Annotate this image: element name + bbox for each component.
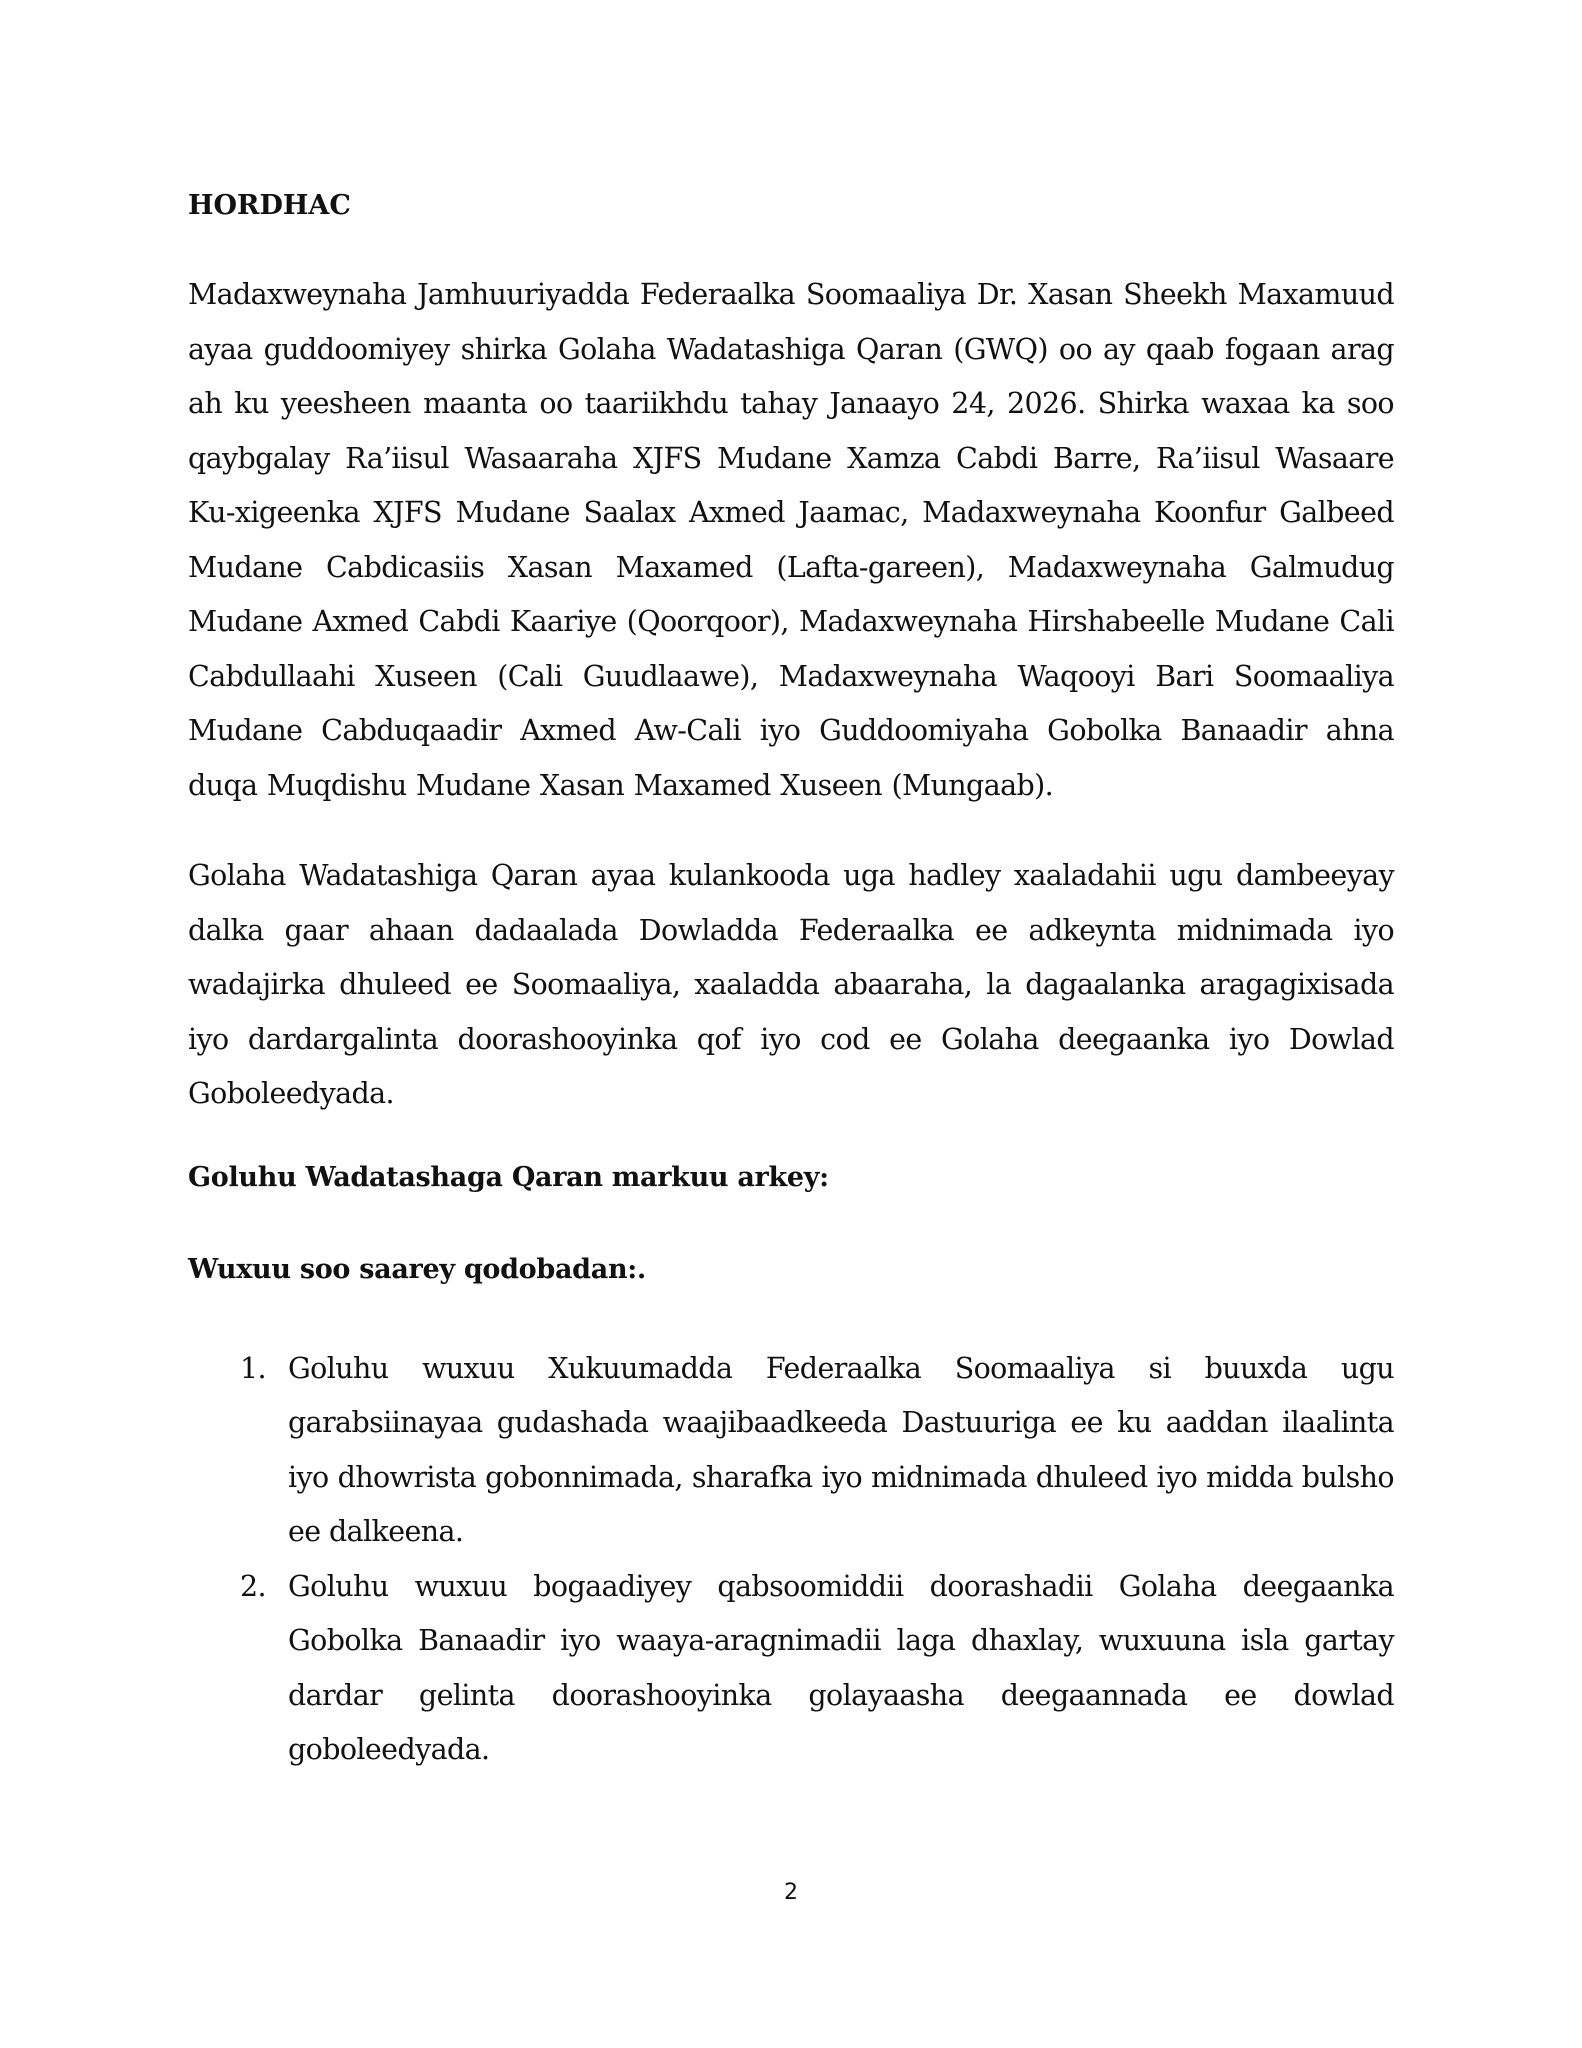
section-heading: HORDHAC (188, 190, 351, 221)
resolutions-list (188, 1342, 1394, 1778)
document-page (188, 186, 1394, 1778)
page-number: 2 (784, 1880, 798, 1905)
list-item-number: 1. (240, 1351, 266, 1385)
list-item-text: Goluhu wuxuu bogaadiyey qabsoomiddii doorashadii Golaha deegaanka Gobolka Banaadir iyo waaya-aragnimadii laga dhaxlay, wuxuuna isla gartay dardar gelinta doorashooyinka golayaasha deegaannada ee dowlad goboleedyada. (288, 1569, 1394, 1766)
list-item (188, 1560, 1394, 1778)
list-item (188, 1342, 1394, 1560)
observations-subheading: Goluhu Wadatashaga Qaran markuu arkey: (188, 1161, 829, 1193)
list-item-number: 2. (240, 1569, 266, 1603)
intro-paragraph: Madaxweynaha Jamhuuriyadda Federaalka Soomaaliya Dr. Xasan Sheekh Maxamuud ayaa guddoomiyey shirka Golaha Wadatashiga Qaran (GWQ) oo ay qaab fogaan arag ah ku yeesheen maanta oo taariikhdu tahay Janaayo 24, 2026. Shirka waxaa ka soo qaybgalay Ra’iisul Wasaaraha XJFS Mudane Xamza Cabdi Barre, Ra’iisul Wasaare Ku-xigeenka XJFS Mudane Saalax Axmed Jaamac, Madaxweynaha Koonfur Galbeed Mudane Cabdicasiis Xasan Maxamed (Lafta-gareen), Madaxweynaha Galmudug Mudane Axmed Cabdi Kaariye (Qoorqoor), Madaxweynaha Hirshabeelle Mudane Cali Cabdullaahi Xuseen (Cali Guudlaawe), Madaxweynaha Waqooyi Bari Soomaaliya Mudane Cabduqaadir Axmed Aw-Cali iyo Guddoomiyaha Gobolka Banaadir ahna duqa Muqdishu Mudane Xasan Maxamed Xuseen (Mungaab). (188, 278, 1394, 802)
list-item-text: Goluhu wuxuu Xukuumadda Federaalka Soomaaliya si buuxda ugu garabsiinayaa gudashada waajibaadkeeda Dastuuriga ee ku aaddan ilaalinta iyo dhowrista gobonnimada, sharafka iyo midnimada dhuleed iyo midda bulsho ee dalkeena. (288, 1351, 1394, 1548)
resolutions-subheading: Wuxuu soo saarey qodobadan:. (188, 1253, 647, 1285)
discussion-paragraph: Golaha Wadatashiga Qaran ayaa kulankooda uga hadley xaaladahii ugu dambeeyay dalka gaar ahaan dadaalada Dowladda Federaalka ee adkeynta midnimada iyo wadajirka dhuleed ee Soomaaliya, xaaladda abaaraha, la dagaalanka aragagixisada iyo dardargalinta doorashooyinka qof iyo cod ee Golaha deegaanka iyo Dowlad Goboleedyada. (188, 859, 1394, 1110)
